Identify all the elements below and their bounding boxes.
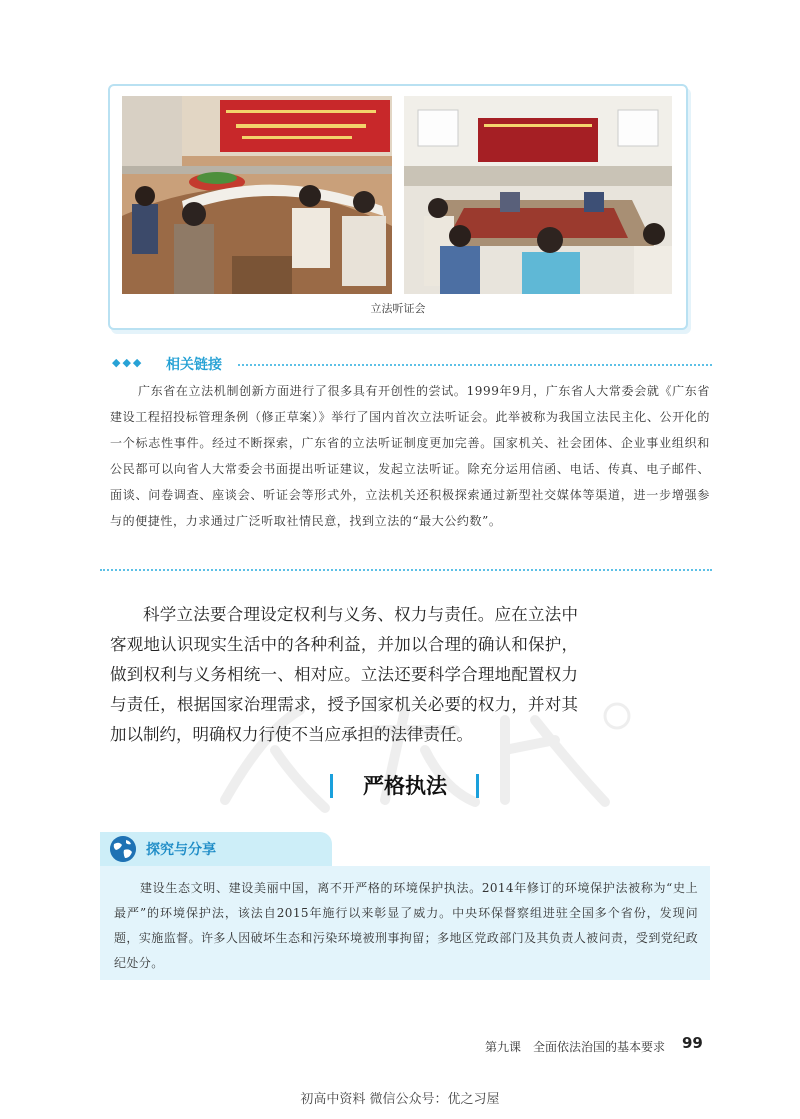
diamond-bullets-icon: ◆◆◆ [112, 356, 144, 369]
dotted-divider-bottom [100, 569, 712, 571]
related-links-title: 相关链接 [166, 357, 222, 373]
section-heading-title: 严格执法 [363, 774, 447, 798]
explore-share-body: 建设生态文明、建设美丽中国，离不开严格的环境保护执法。2014年修订的环境保护法被称为“史上最严”的环境保护法，该法自2015年施行以来彰显了威力。中央环保督察组进驻全国多个省份，发现问题，实施监督。许多人因破坏生态和污染环境被刑事拘留；多地区党政部门及其负责人被问责，受到党纪政纪处分。 [114, 881, 698, 970]
section-heading [330, 772, 480, 802]
dotted-divider [238, 364, 712, 366]
explore-share-title: 探究与分享 [146, 842, 216, 858]
photo-caption: 立法听证会 [370, 302, 426, 315]
related-links-header [112, 354, 712, 374]
footer-chapter-title: 第九课 全面依法治国的基本要求 [485, 1040, 666, 1054]
explore-share-box [100, 866, 710, 980]
related-links-body: 广东省在立法机制创新方面进行了很多具有开创性的尝试。1999年9月，广东省人大常委会就《广东省建设工程招投标管理条例（修正草案）》举行了国内首次立法听证会。此举被称为我国立法民主化、公开化的一个标志性事件。经过不断探索，广东省的立法听证制度更加完善。国家机关、社会团体、企业事业组织和公民都可以向省人大常委会书面提出听证建议，发起立法听证。除充分运用信函、电话、传真、电子邮件、面谈、问卷调查、座谈会、听证会等形式外，立法机关还积极探索通过新型社交媒体等渠道，进一步增强参与的便捷性，力求通过广泛听取社情民意，找到立法的“最大公约数”。 [110, 384, 710, 528]
main-paragraph: 科学立法要合理设定权利与义务、权力与责任。应在立法中客观地认识现实生活中的各种利益，并加以合理的确认和保护，做到权利与义务相统一、相对应。立法还要科学合理地配置权力与责任，根据国家治理需求，授予国家机关必要的权力，并对其加以制约，明确权力行使不当应承担的法律责任。 [110, 605, 578, 744]
hearing-photo-left [122, 96, 392, 294]
heading-bar-right [476, 774, 479, 798]
hearing-photo-right [404, 96, 672, 294]
photo-panel [108, 84, 688, 330]
bottom-note: 初高中资料 微信公众号：优之习屋 [300, 1092, 500, 1107]
explore-share-tab [100, 832, 332, 866]
globe-icon [110, 836, 136, 862]
page-number: 99 [682, 1034, 703, 1052]
